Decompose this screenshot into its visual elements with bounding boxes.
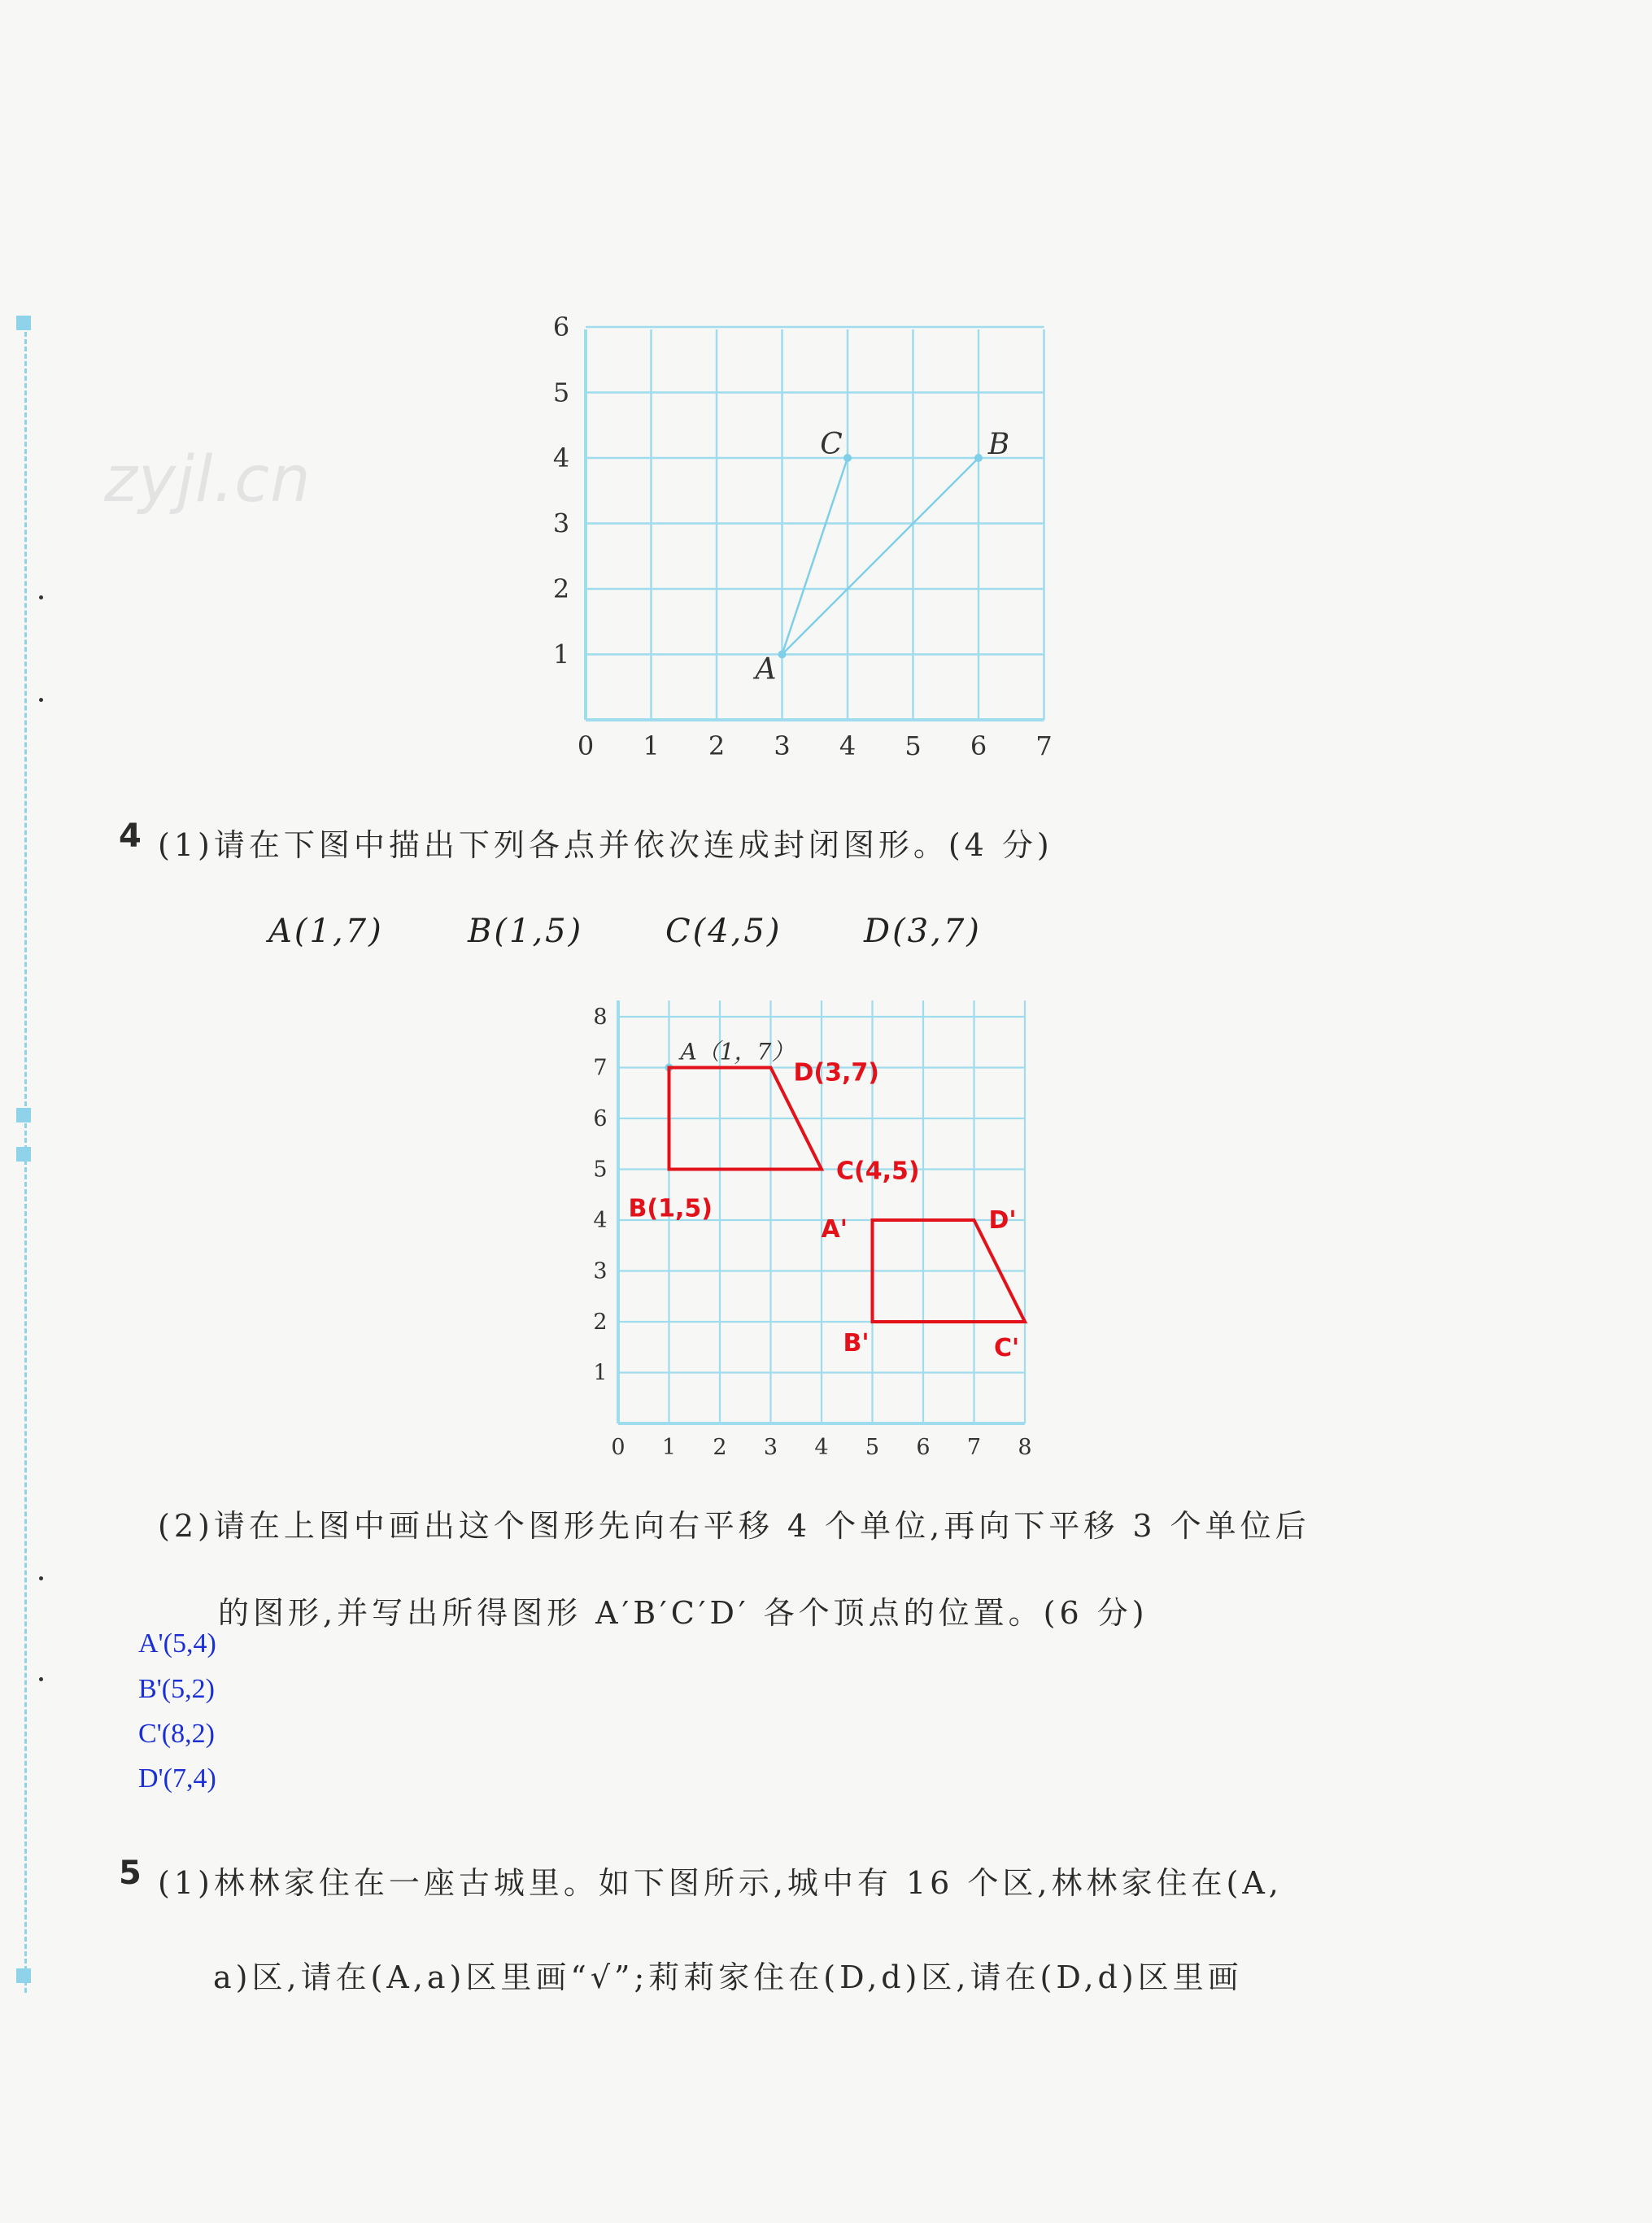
margin-dot bbox=[39, 1576, 43, 1580]
x-tick-label: 4 bbox=[839, 730, 857, 761]
y-tick-label: 1 bbox=[593, 1360, 608, 1386]
y-tick-label: 5 bbox=[552, 377, 570, 408]
point-label-c: C bbox=[820, 428, 843, 461]
x-tick-label: 3 bbox=[763, 1435, 778, 1460]
answer-b-prime: B'(5,2) bbox=[138, 1674, 215, 1704]
point-a bbox=[778, 651, 787, 659]
y-tick-label: 6 bbox=[552, 312, 570, 342]
answer-c-prime: C'(8,2) bbox=[138, 1719, 215, 1749]
question-4-part2-line2: 的图形,并写出所得图形 A′B′C′D′ 各个顶点的位置。(6 分) bbox=[218, 1595, 1149, 1631]
y-tick-label: 5 bbox=[593, 1157, 608, 1183]
x-tick-label: 0 bbox=[577, 730, 595, 761]
y-tick-label: 4 bbox=[593, 1208, 608, 1233]
point-b-coordinate: B(1,5) bbox=[468, 913, 584, 950]
y-tick-label: 7 bbox=[593, 1055, 608, 1081]
question-number: 5 bbox=[119, 1855, 142, 1892]
point-d-coordinate: D(3,7) bbox=[864, 913, 982, 950]
printed-point-a-label: A（1，7） bbox=[680, 1038, 795, 1066]
question-5-line2: a)区,请在(A,a)区里画“√”;莉莉家住在(D,d)区,请在(D,d)区里画 bbox=[213, 1959, 1243, 1995]
shape-vertex-label: C' bbox=[994, 1334, 1020, 1362]
margin-dot bbox=[39, 595, 43, 599]
x-tick-label: 2 bbox=[708, 730, 726, 761]
x-tick-label: 1 bbox=[643, 730, 660, 761]
point-label-a: A bbox=[755, 652, 777, 687]
watermark: zyjl.cn bbox=[104, 443, 312, 517]
y-tick-label: 3 bbox=[552, 508, 570, 539]
shape-vertex-label: A' bbox=[821, 1215, 848, 1244]
x-tick-label: 1 bbox=[661, 1435, 677, 1460]
margin-dot bbox=[39, 1677, 43, 1681]
coordinate-grid-2 bbox=[569, 988, 1057, 1460]
point-b bbox=[974, 454, 983, 462]
point-a-coordinate: A(1,7) bbox=[268, 913, 384, 950]
x-tick-label: 3 bbox=[774, 730, 791, 761]
x-tick-label: 5 bbox=[865, 1435, 880, 1460]
y-tick-label: 6 bbox=[593, 1106, 608, 1131]
x-tick-label: 8 bbox=[1018, 1435, 1032, 1460]
segment-ab bbox=[782, 458, 979, 655]
point-c bbox=[843, 454, 852, 462]
point-c-coordinate: C(4,5) bbox=[665, 913, 782, 950]
x-tick-label: 0 bbox=[611, 1435, 625, 1460]
x-tick-label: 7 bbox=[966, 1435, 982, 1460]
x-tick-label: 5 bbox=[904, 730, 922, 761]
x-tick-label: 6 bbox=[970, 730, 987, 761]
shape-vertex-label: D' bbox=[988, 1206, 1017, 1235]
y-tick-label: 4 bbox=[552, 442, 570, 473]
shape-vertex-label: C(4,5) bbox=[836, 1157, 920, 1186]
y-tick-label: 2 bbox=[593, 1310, 608, 1335]
x-tick-label: 2 bbox=[713, 1435, 727, 1460]
point-label-b: B bbox=[987, 428, 1010, 461]
y-tick-label: 2 bbox=[552, 573, 570, 604]
margin-marker bbox=[16, 1147, 31, 1162]
question-5-line1: (1)林林家住在一座古城里。如下图所示,城中有 16 个区,林林家住在(A, bbox=[158, 1865, 1283, 1901]
x-tick-label: 6 bbox=[916, 1435, 931, 1460]
shape-vertex-label: B(1,5) bbox=[628, 1194, 713, 1223]
y-tick-label: 1 bbox=[552, 639, 570, 670]
y-tick-label: 3 bbox=[593, 1258, 608, 1284]
margin-marker bbox=[16, 316, 31, 330]
question-number: 4 bbox=[119, 817, 142, 855]
shape-vertex-label: D(3,7) bbox=[793, 1058, 879, 1088]
coordinate-grid-1 bbox=[521, 309, 1074, 765]
question-4-part1: (1)请在下图中描出下列各点并依次连成封闭图形。(4 分) bbox=[158, 827, 1053, 863]
x-tick-label: 7 bbox=[1035, 730, 1053, 761]
y-tick-label: 8 bbox=[593, 1005, 608, 1030]
x-tick-label: 4 bbox=[814, 1435, 829, 1460]
answer-a-prime: A'(5,4) bbox=[138, 1628, 216, 1659]
margin-marker bbox=[16, 1968, 31, 1983]
question-4-part2-line1: (2)请在上图中画出这个图形先向右平移 4 个单位,再向下平移 3 个单位后 bbox=[158, 1508, 1310, 1544]
segment-ac bbox=[782, 458, 848, 655]
shape-vertex-label: B' bbox=[843, 1329, 870, 1358]
margin-marker bbox=[16, 1108, 31, 1122]
margin-dot bbox=[39, 698, 43, 702]
answer-d-prime: D'(7,4) bbox=[138, 1763, 216, 1794]
